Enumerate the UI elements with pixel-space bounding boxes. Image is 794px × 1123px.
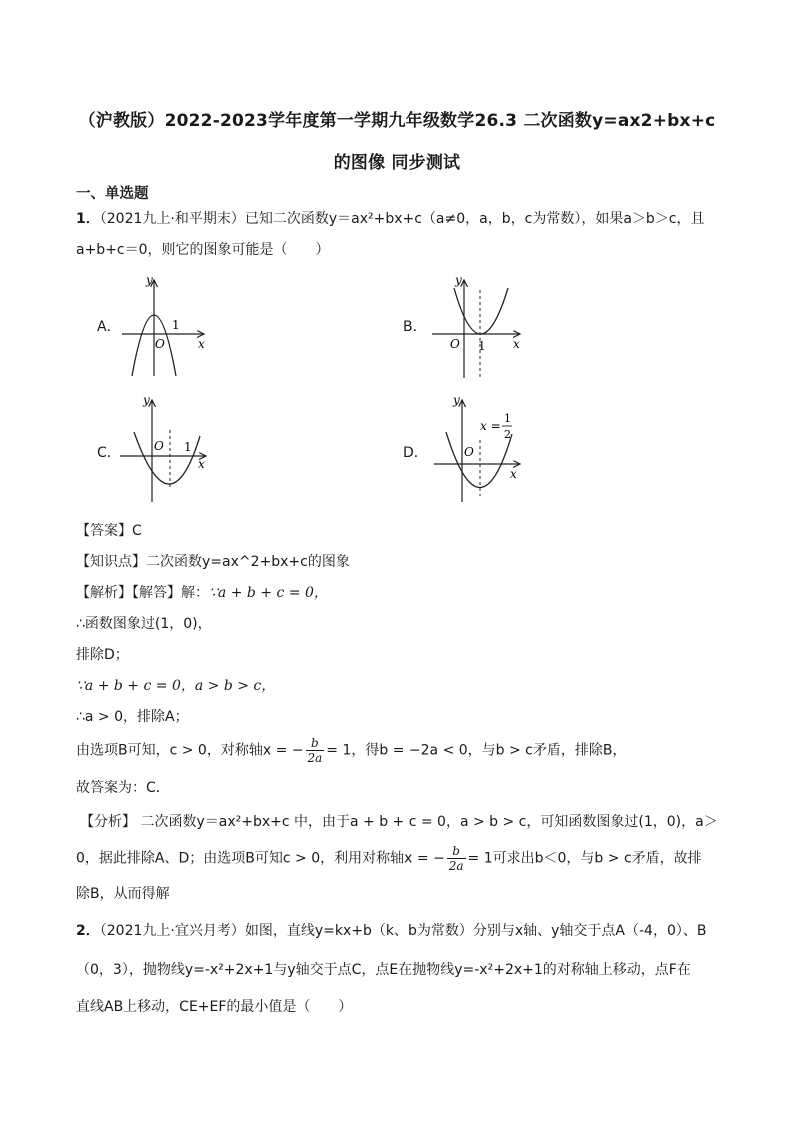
solution-line-1 [76, 582, 328, 602]
answer-tag: 【答案】 [76, 523, 132, 539]
answer-row [76, 520, 142, 540]
solution-line-3: 排除D； [76, 647, 129, 663]
option-a-x-label: x [198, 337, 205, 351]
knowledge-row [76, 551, 350, 571]
option-b-label: B． [403, 319, 427, 335]
q1-stem-text1: 已知二次函数y＝ax²+bx+c（a≠0，a，b，c为常数），如果a＞b＞c，且 [244, 211, 705, 227]
option-a-y-label: y [146, 273, 153, 287]
section-heading: 一、单选题 [76, 186, 149, 202]
solution-6-den: 2a [307, 751, 323, 765]
q2-line-3: 直线AB上移动，CE+EF的最小值是（ ） [76, 999, 353, 1015]
option-a-graph [118, 268, 218, 383]
solution-line-7: 故答案为：C． [76, 780, 170, 796]
solution-line-4: ∵a + b + c = 0，a > b > c， [76, 678, 276, 694]
option-d-x-label: x [510, 467, 517, 481]
option-c-origin: O [154, 439, 164, 453]
option-d-label: D． [403, 445, 428, 461]
q1-source: （2021九上·和平期末） [99, 211, 245, 227]
fenxi-line-3: 除B，从而得解 [76, 886, 170, 902]
option-c-y-label: y [143, 393, 150, 407]
option-d-origin: O [464, 445, 474, 459]
fenxi-2-den: 2a [448, 859, 464, 873]
fenxi-2a: 0，据此排除A、D；由选项B可知c > 0，利用对称轴x = − [76, 850, 445, 867]
q2-line-2: （0，3），抛物线y=-x²+2x+1与y轴交于点C，点E在抛物线y=-x²+2x+1的对称轴上移动，点F在 [76, 962, 691, 978]
option-c-label: C． [97, 445, 121, 461]
option-a-tick: 1 [172, 318, 180, 332]
option-c-tick: 1 [184, 440, 192, 454]
document-title-line2: 的图像 同步测试 [333, 153, 461, 173]
q2-line-1 [76, 920, 706, 940]
option-b-origin: O [450, 337, 460, 351]
option-d-frac-den: 2 [504, 428, 511, 441]
solution-6-fraction [306, 736, 325, 765]
q1-stem-line1 [76, 208, 704, 228]
solution-line-5: ∴a > 0，排除A； [76, 709, 189, 725]
option-b-y-label: y [455, 273, 462, 287]
option-d-frac-num: 1 [504, 412, 511, 425]
option-a-origin: O [155, 337, 165, 351]
option-d-y-label: y [453, 393, 460, 407]
solution-6a: 由选项B可知，c > 0，对称轴x = − [76, 742, 304, 759]
fenxi-2-num: b [447, 844, 466, 859]
option-b-graph [428, 268, 528, 383]
option-c-x-label: x [198, 457, 205, 471]
option-c-graph [118, 392, 218, 507]
fenxi-2b: = 1可求出b＜0，与b > c矛盾，故排 [467, 850, 702, 867]
option-b-tick: 1 [478, 339, 486, 353]
analysis-tag: 【解析】【解答】解： [76, 585, 209, 601]
solution-6b: = 1，得b = −2a < 0，与b > c矛盾，排除B， [326, 742, 627, 759]
fenxi-line-1 [80, 811, 718, 831]
q1-number: 1． [76, 211, 100, 227]
solution-6-num: b [306, 736, 325, 751]
q2-number: 2． [76, 923, 100, 939]
solution-line-6 [76, 736, 626, 765]
fenxi-2-fraction [447, 844, 466, 873]
solution-line-2: ∴函数图象过(1，0)， [76, 616, 212, 632]
fenxi-tag: 【分析】 [80, 814, 136, 830]
fenxi-line-2 [76, 844, 702, 873]
fenxi-text-1: 二次函数y＝ax²+bx+c 中，由于a + b + c = 0，a > b > c，可知函数图象过(1，0)，a＞ [140, 814, 718, 830]
option-d-graph [428, 392, 528, 507]
option-d-axis-eq: x = [480, 419, 501, 433]
q1-stem-line2: a+b+c＝0，则它的图象可能是（ ） [76, 242, 330, 258]
knowledge-value: 二次函数y=ax^2+bx+c的图象 [146, 554, 350, 570]
q2-text-1: 如图，直线y=kx+b（k、b为常数）分别与x轴、y轴交于点A（-4，0）、B [244, 923, 707, 939]
option-a-label: A． [97, 319, 121, 335]
solution-eq-1: ∵a + b + c = 0， [209, 585, 328, 601]
option-b-x-label: x [513, 337, 520, 351]
q2-source: （2021九上·宜兴月考） [99, 923, 245, 939]
knowledge-tag: 【知识点】 [76, 554, 146, 570]
document-title-line1: （沪教版）2022-2023学年度第一学期九年级数学26.3 二次函数y=ax2+bx+c [78, 111, 716, 131]
answer-value: C [132, 523, 142, 539]
